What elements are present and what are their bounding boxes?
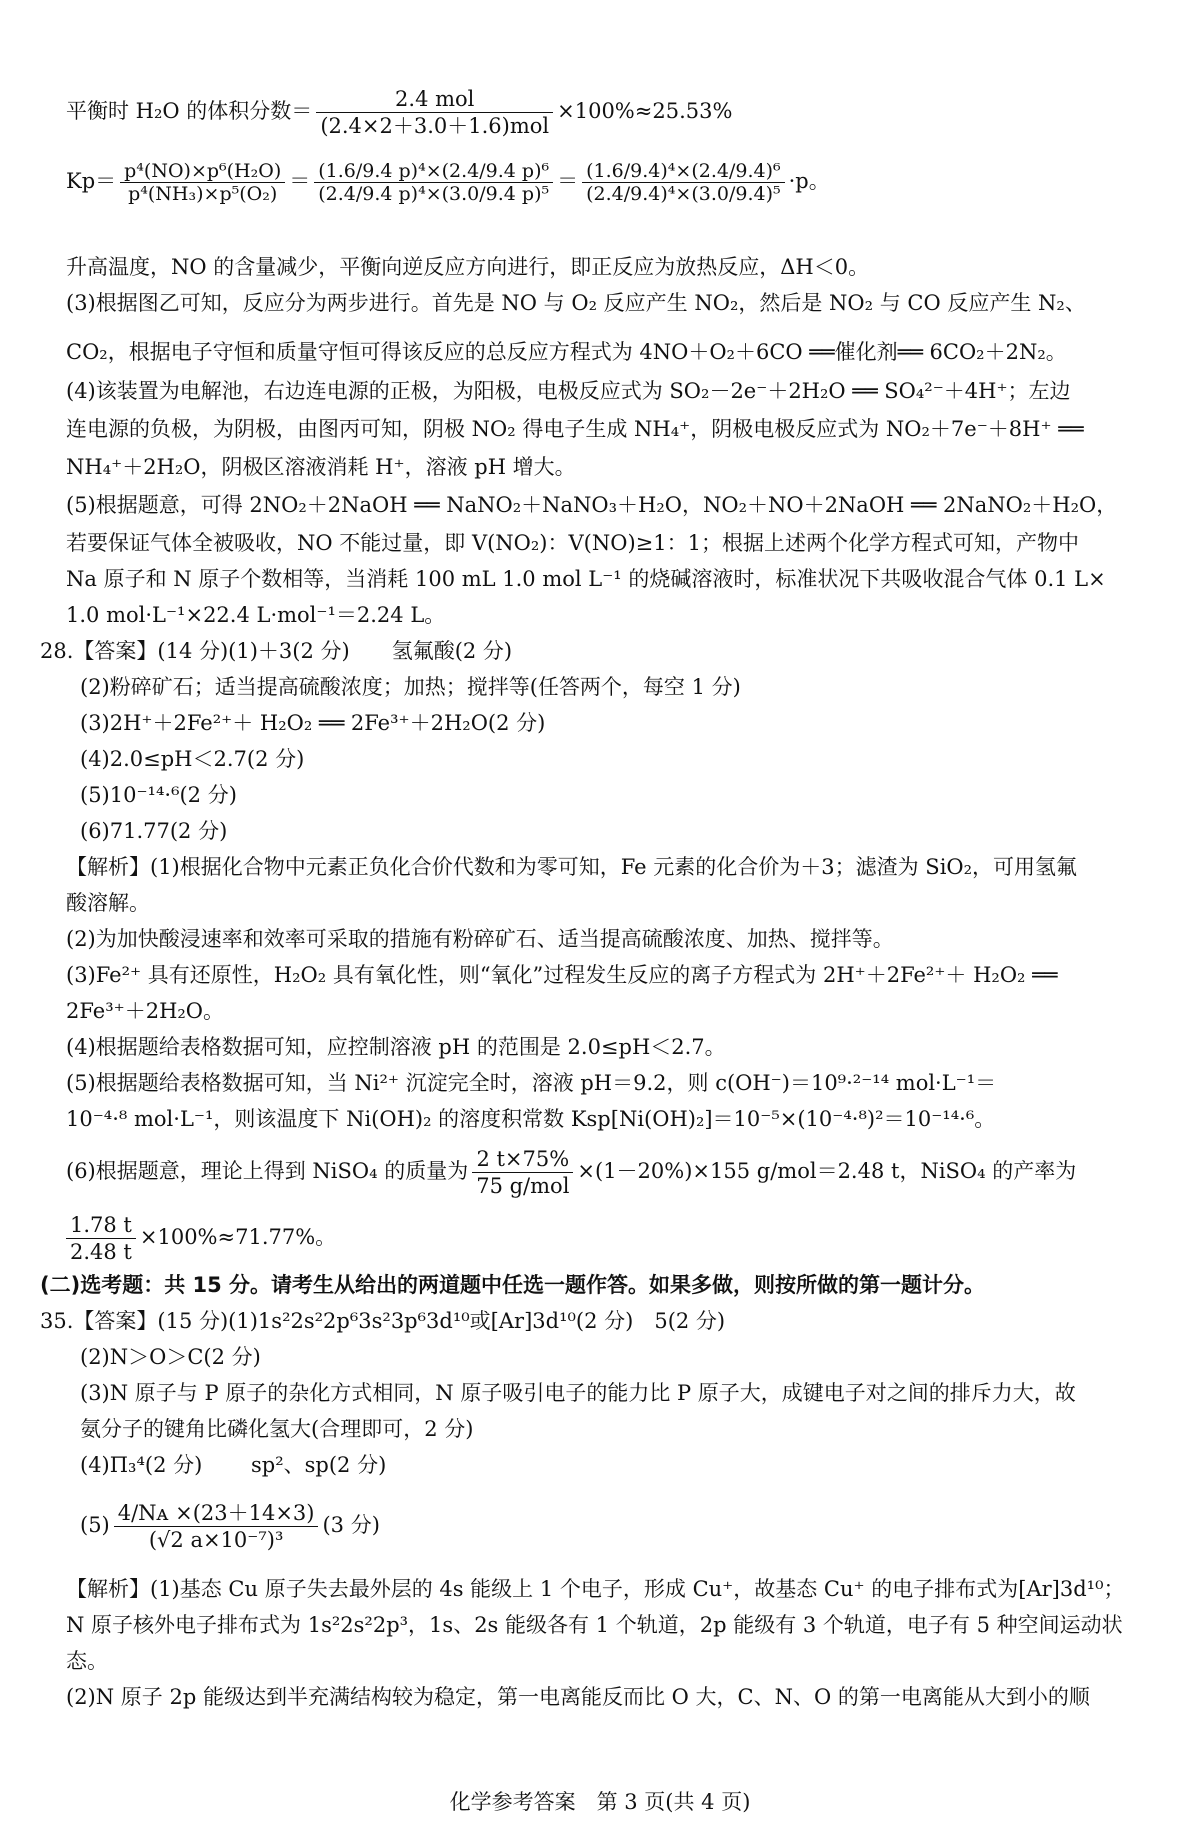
text: ×100%≈71.77%。 bbox=[139, 1225, 337, 1249]
q28-explanation-2: (2)为加快酸浸速率和效率可采取的措施有粉碎矿石、适当提高硫酸浓度、加热、搅拌等。 bbox=[66, 927, 894, 951]
q28-explanation-7 bbox=[66, 1212, 336, 1265]
fraction: $\frac{\text{4/Nᴀ ×(23＋14×3)}}{\text{(√2 a×10⁻⁷)³}}$ bbox=[114, 1500, 319, 1553]
text: (6)根据题意，理论上得到 NiSO₄ 的质量为 bbox=[66, 1159, 469, 1183]
text: Kp＝ bbox=[66, 169, 117, 193]
q35-explanation-1b: N 原子核外电子排布式为 1s²2s²2p³，1s、2s 能级各有 1 个轨道，2p 能级有 3 个轨道，电子有 5 种空间运动状 bbox=[66, 1613, 1123, 1637]
q35-explanation-1c: 态。 bbox=[66, 1649, 108, 1673]
text: ×100%≈25.53% bbox=[557, 99, 733, 123]
paragraph: 1.0 mol·L⁻¹×22.4 L·mol⁻¹＝2.24 L。 bbox=[66, 603, 446, 627]
q35-explanation-1: 【解析】(1)基态 Cu 原子失去最外层的 4s 能级上 1 个电子，形成 Cu⁺，故基态 Cu⁺ 的电子排布式为[Ar]3d¹⁰； bbox=[66, 1577, 1125, 1601]
q28-answer: 28.【答案】(14 分)(1)＋3(2 分) 氢氟酸(2 分) bbox=[40, 639, 513, 663]
text: (5) bbox=[80, 1513, 110, 1537]
q35-answer-3: (3)N 原子与 P 原子的杂化方式相同，N 原子吸引电子的能力比 P 原子大，成键电子对之间的排斥力大，故 bbox=[80, 1381, 1076, 1405]
fraction: $\frac{\text{(1.6/9.4 p)⁴×(2.4/9.4 p)⁶}}{\text{(2.4/9.4 p)⁴×(3.0/9.4 p)⁵}}$ bbox=[314, 160, 553, 205]
q28-answer-6: (6)71.77(2 分) bbox=[80, 819, 228, 843]
paragraph: Na 原子和 N 原子个数相等，当消耗 100 mL 1.0 mol L⁻¹ 的烧碱溶液时，标准状况下共吸收混合气体 0.1 L× bbox=[66, 567, 1106, 591]
q28-explanation-3: (3)Fe²⁺ 具有还原性，H₂O₂ 具有氧化性，则“氧化”过程发生反应的离子方程式为 2H⁺＋2Fe²⁺＋ H₂O₂ ══ bbox=[66, 963, 1058, 987]
q28-answer-4: (4)2.0≤pH＜2.7(2 分) bbox=[80, 747, 305, 771]
paragraph: 升高温度，NO 的含量减少，平衡向逆反应方向进行，即正反应为放热反应，ΔH＜0。 bbox=[66, 255, 870, 279]
q28-answer-3: (3)2H⁺＋2Fe²⁺＋ H₂O₂ ══ 2Fe³⁺＋2H₂O(2 分) bbox=[80, 711, 546, 735]
eq-h2o-volume-fraction bbox=[66, 86, 732, 139]
text: ·p。 bbox=[788, 169, 830, 193]
text: ×(1－20%)×155 g/mol＝2.48 t，NiSO₄ 的产率为 bbox=[577, 1159, 1077, 1183]
q35-answer-4: (4)Π₃⁴(2 分) sp²、sp(2 分) bbox=[80, 1453, 387, 1477]
q28-answer-2: (2)粉碎矿石；适当提高硫酸浓度；加热；搅拌等(任答两个，每空 1 分) bbox=[80, 675, 741, 699]
q28-explanation-3b: 2Fe³⁺＋2H₂O。 bbox=[66, 999, 225, 1023]
q28-explanation-5b: 10⁻⁴·⁸ mol·L⁻¹，则该温度下 Ni(OH)₂ 的溶度积常数 Ksp[Ni(OH)₂]＝10⁻⁵×(10⁻⁴·⁸)²＝10⁻¹⁴·⁶。 bbox=[66, 1107, 996, 1131]
q28-explanation-1b: 酸溶解。 bbox=[66, 891, 150, 915]
section-heading: (二)选考题：共 15 分。请考生从给出的两道题中任选一题作答。如果多做，则按所做的第一题计分。 bbox=[40, 1273, 986, 1297]
fraction: $\frac{1.78 t}{2.48 t}$ bbox=[66, 1212, 136, 1265]
q35-answer-5 bbox=[80, 1500, 380, 1553]
page-footer: 化学参考答案 第 3 页(共 4 页) bbox=[449, 1790, 751, 1814]
q35-answer-2: (2)N＞O＞C(2 分) bbox=[80, 1345, 261, 1369]
q28-explanation-4: (4)根据题给表格数据可知，应控制溶液 pH 的范围是 2.0≤pH＜2.7。 bbox=[66, 1035, 726, 1059]
paragraph: (5)根据题意，可得 2NO₂＋2NaOH ══ NaNO₂＋NaNO₃＋H₂O，NO₂＋NO＋2NaOH ══ 2NaNO₂＋H₂O， bbox=[66, 493, 1118, 517]
q35-explanation-2: (2)N 原子 2p 能级达到半充满结构较为稳定，第一电离能反而比 O 大，C、N、O 的第一电离能从大到小的顺 bbox=[66, 1685, 1090, 1709]
q28-explanation-5: (5)根据题给表格数据可知，当 Ni²⁺ 沉淀完全时，溶液 pH＝9.2，则 c(OH⁻)＝10⁹·²⁻¹⁴ mol·L⁻¹＝ bbox=[66, 1071, 997, 1095]
q35-answer: 35.【答案】(15 分)(1)1s²2s²2p⁶3s²3p⁶3d¹⁰或[Ar]3d¹⁰(2 分) 5(2 分) bbox=[40, 1309, 726, 1333]
q35-answer-3b: 氨分子的键角比磷化氢大(合理即可，2 分) bbox=[80, 1417, 474, 1441]
text: 平衡时 H₂O 的体积分数＝ bbox=[66, 99, 313, 123]
q28-explanation-6 bbox=[66, 1146, 1076, 1199]
paragraph: 连电源的负极，为阴极，由图丙可知，阴极 NO₂ 得电子生成 NH₄⁺，阴极电极反应式为 NO₂＋7e⁻＋8H⁺ ══ bbox=[66, 417, 1084, 441]
q28-answer-5: (5)10⁻¹⁴·⁶(2 分) bbox=[80, 783, 237, 807]
paragraph: NH₄⁺＋2H₂O，阴极区溶液消耗 H⁺，溶液 pH 增大。 bbox=[66, 455, 576, 479]
paragraph: CO₂，根据电子守恒和质量守恒可得该反应的总反应方程式为 4NO＋O₂＋6CO ══催化剂══ 6CO₂＋2N₂。 bbox=[66, 340, 1067, 364]
fraction: $\frac{\text{p⁴(NO)×p⁶(H₂O)}}{\text{p⁴(NH₃)×p⁵(O₂)}}$ bbox=[120, 160, 285, 205]
q28-explanation-1: 【解析】(1)根据化合物中元素正负化合价代数和为零可知，Fe 元素的化合价为＋3；滤渣为 SiO₂，可用氢氟 bbox=[66, 855, 1078, 879]
fraction: $\frac{2 t\times 75\%}{\text{75 g/mol}}$ bbox=[472, 1146, 573, 1199]
eq-kp: Kp＝ $\frac{\text{p⁴(NO)×p⁶(H₂O)}}{\text{p⁴(NH₃)×p⁵(O₂)}}$ ＝ $\frac{\text{(1.6/9.4 p)⁴×(2.4/9.4 p)⁶}}{\text{(2.4/9.4 p)⁴×(3.0/9.4 p)⁵}}$ ＝ $\frac{\text{(1.6/9.4)⁴×(2.4/9.4)⁶}}{\text{(2.4/9.4)⁴×(3.0/9.4)⁵}}$ ·p。 bbox=[66, 160, 830, 205]
paragraph: (4)该装置为电解池，右边连电源的正极，为阳极，电极反应式为 SO₂－2e⁻＋2H₂O ══ SO₄²⁻＋4H⁺；左边 bbox=[66, 379, 1071, 403]
paragraph: (3)根据图乙可知，反应分为两步进行。首先是 NO 与 O₂ 反应产生 NO₂，然后是 NO₂ 与 CO 反应产生 N₂、 bbox=[66, 291, 1086, 315]
fraction: $\frac{\text{2.4 mol}}{\text{(2.4×2＋3.0＋1.6)mol}}$ bbox=[316, 86, 553, 139]
fraction: $\frac{\text{(1.6/9.4)⁴×(2.4/9.4)⁶}}{\text{(2.4/9.4)⁴×(3.0/9.4)⁵}}$ bbox=[582, 160, 784, 205]
paragraph: 若要保证气体全被吸收，NO 不能过量，即 V(NO₂)：V(NO)≥1：1；根据上述两个化学方程式可知，产物中 bbox=[66, 531, 1079, 555]
text: (3 分) bbox=[322, 1513, 380, 1537]
